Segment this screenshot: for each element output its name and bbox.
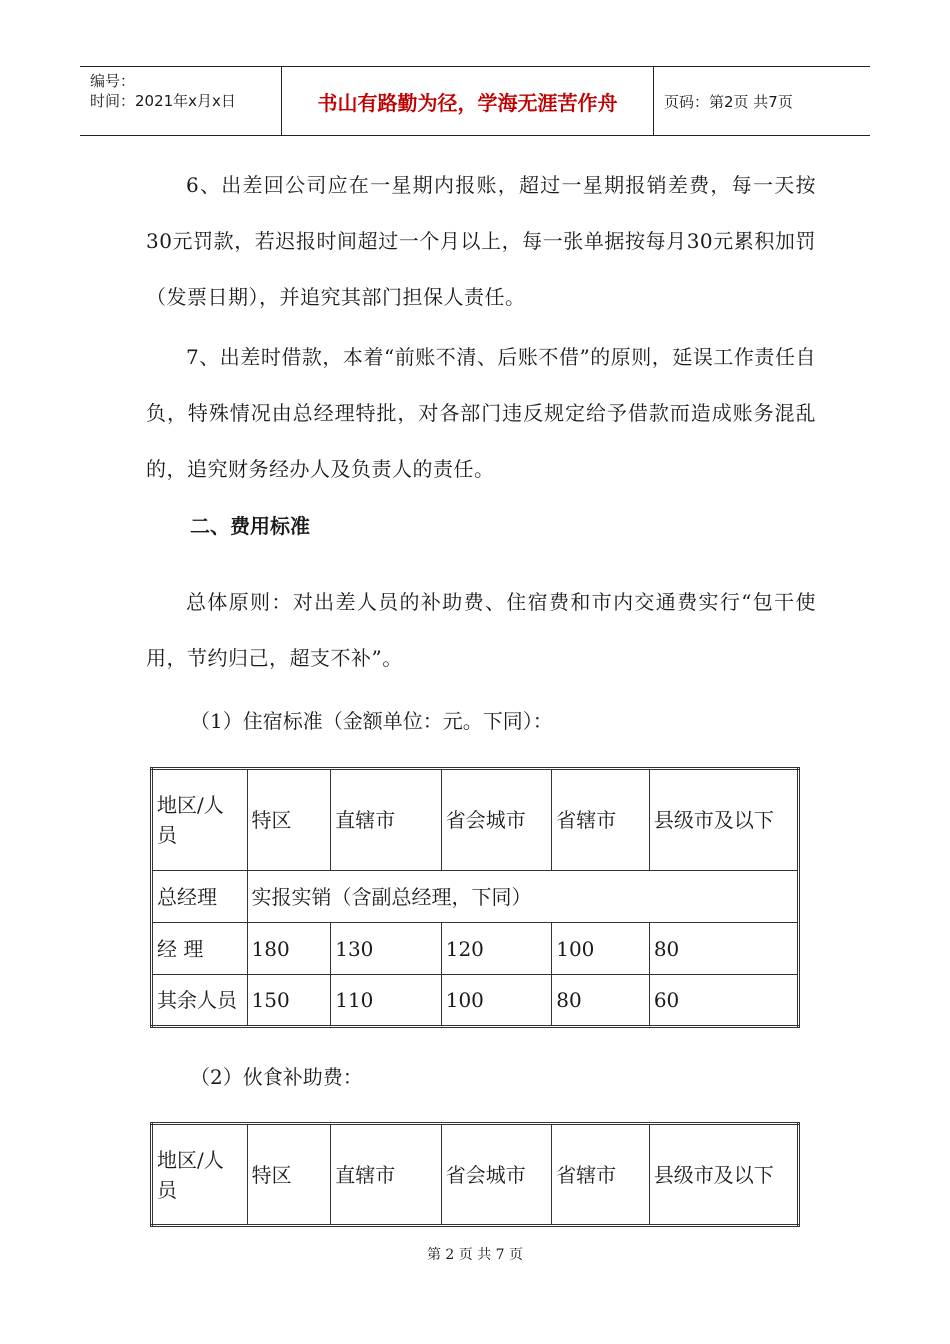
table-header-cell: 省会城市 bbox=[441, 769, 552, 871]
section-heading: 二、费用标准 bbox=[190, 514, 310, 538]
table-cell: 110 bbox=[331, 975, 442, 1027]
paragraph-6 bbox=[146, 157, 816, 325]
table-header-cell: 地区/人员 bbox=[152, 1124, 248, 1226]
table-cell: 100 bbox=[441, 975, 552, 1027]
table-header-cell: 直辖市 bbox=[331, 1124, 441, 1226]
principle-paragraph bbox=[146, 574, 816, 686]
page-header bbox=[80, 66, 870, 136]
table-header-cell: 省会城市 bbox=[441, 1124, 551, 1226]
subhead-meal: （2）伙食补助费： bbox=[190, 1065, 363, 1089]
subhead-lodging: （1）住宿标准（金额单位：元。下同）： bbox=[190, 709, 553, 733]
table-cell: 120 bbox=[441, 923, 552, 975]
row-label: 经 理 bbox=[152, 923, 248, 975]
header-meta bbox=[80, 67, 282, 135]
principle-text: 总体原则：对出差人员的补助费、住宿费和市内交通费实行“包干使用，节约归己，超支不补”。 bbox=[146, 590, 816, 670]
table-header-cell: 地区/人员 bbox=[152, 769, 248, 871]
paragraph-7-text: 7、出差时借款，本着“前账不清、后账不借”的原则，延误工作责任自负，特殊情况由总经理特批，对各部门违反规定给予借款而造成账务混乱的，追究财务经办人及负责人的责任。 bbox=[146, 345, 816, 481]
table-row bbox=[152, 871, 799, 923]
paragraph-7 bbox=[146, 329, 816, 497]
row-label: 其余人员 bbox=[152, 975, 248, 1027]
table-cell: 130 bbox=[331, 923, 442, 975]
number-label: 编号： bbox=[90, 72, 136, 90]
table-cell: 80 bbox=[552, 975, 650, 1027]
paragraph-6-text: 6、出差回公司应在一星期内报账，超过一星期报销差费，每一天按30元罚款，若迟报时间超过一个月以上，每一张单据按每月30元累积加罚（发票日期），并追究其部门担保人责任。 bbox=[146, 173, 816, 309]
table-cell: 60 bbox=[649, 975, 798, 1027]
header-motto: 书山有路勤为径，学海无涯苦作舟 bbox=[282, 67, 654, 135]
table-row bbox=[152, 975, 799, 1027]
time-label: 时间：2021年x月x日 bbox=[90, 92, 236, 110]
page-footer: 第 2 页 共 7 页 bbox=[426, 1247, 524, 1263]
table-cell: 80 bbox=[649, 923, 798, 975]
table-header-cell: 省辖市 bbox=[552, 769, 650, 871]
meal-allowance-table bbox=[150, 1122, 800, 1227]
table-header-cell: 直辖市 bbox=[331, 769, 442, 871]
table-cell: 100 bbox=[552, 923, 650, 975]
table-header-row bbox=[152, 769, 799, 871]
table-header-cell: 特区 bbox=[247, 769, 331, 871]
table-cell: 180 bbox=[247, 923, 331, 975]
table-row bbox=[152, 923, 799, 975]
lodging-table bbox=[150, 767, 800, 1028]
table-header-cell: 县级市及以下 bbox=[649, 1124, 798, 1226]
table-header-cell: 省辖市 bbox=[552, 1124, 650, 1226]
gm-note-cell: 实报实销（含副总经理，下同） bbox=[247, 871, 798, 923]
table-header-cell: 特区 bbox=[247, 1124, 331, 1226]
row-label: 总经理 bbox=[152, 871, 248, 923]
table-header-row bbox=[152, 1124, 799, 1226]
table-cell: 150 bbox=[247, 975, 331, 1027]
table-header-cell: 县级市及以下 bbox=[649, 769, 798, 871]
header-page-label: 页码：第2页 共7页 bbox=[664, 92, 793, 111]
